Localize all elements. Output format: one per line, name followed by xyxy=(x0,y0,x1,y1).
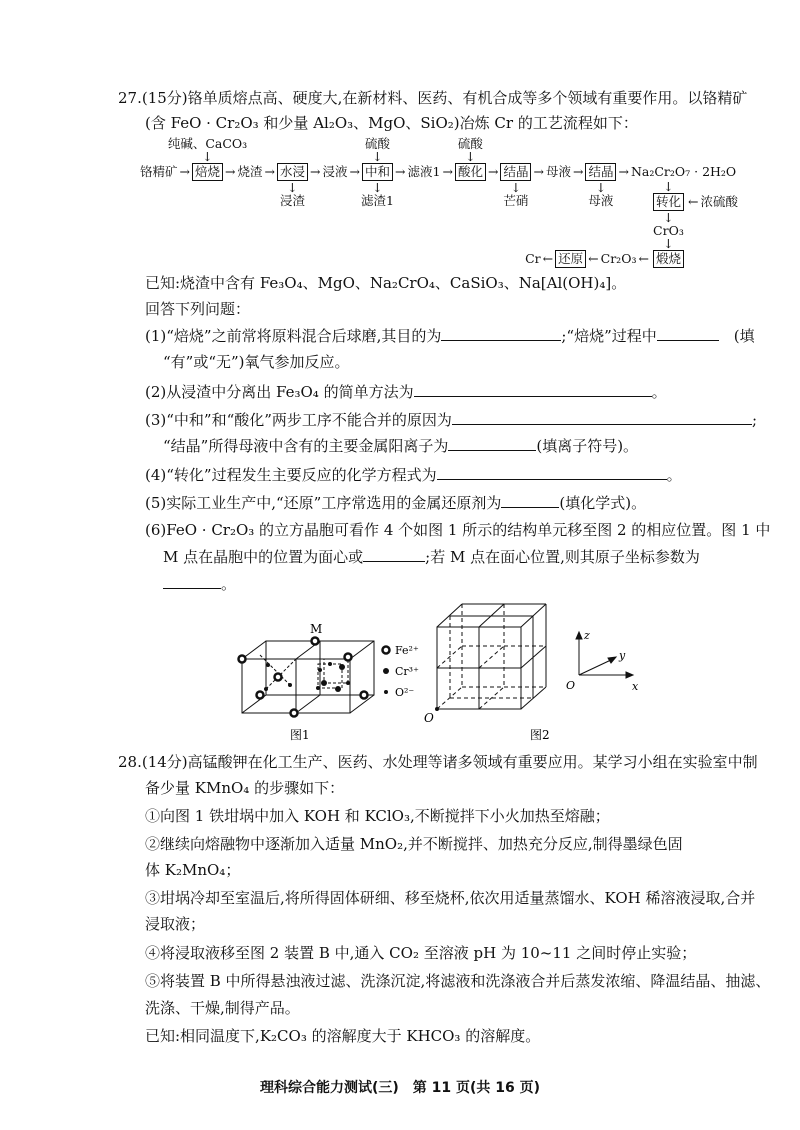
flow-product-mother-liquor: 母液 xyxy=(545,163,571,179)
q28-step4: ④将浸取液移至图 2 装置 B 中,通入 CO₂ 至溶液 pH 为 10~11 之间时停止实验； xyxy=(145,944,697,962)
answer-blank[interactable] xyxy=(448,436,536,451)
q27-sub1-line1 xyxy=(145,326,755,346)
arrow-right-icon: → xyxy=(310,163,321,179)
origin-point xyxy=(435,707,439,711)
flow-box-convert: 转化 xyxy=(653,193,684,211)
arrow-left-icon: ← xyxy=(638,250,649,266)
flow-input-group xyxy=(458,137,483,163)
arrow-right-icon: → xyxy=(572,163,584,179)
flow-box-reduce: 还原 xyxy=(555,250,586,268)
flow-main-row xyxy=(140,135,738,266)
q27-sub5 xyxy=(145,493,646,513)
q27-sub5-text-b: (填化学式)。 xyxy=(559,494,647,512)
figure2-origin-label: O xyxy=(424,711,434,725)
arrow-down-icon: ↓ xyxy=(663,235,674,251)
q27-sub1-text-c: (填 xyxy=(733,327,755,345)
flow-product-sodium-dichromate: Na₂Cr₂O₇ · 2H₂O xyxy=(630,163,737,179)
answer-blank[interactable] xyxy=(657,326,719,341)
q27-sub2 xyxy=(145,382,667,402)
q27-sub4-text: (4)“转化”过程发生主要反应的化学方程式为 xyxy=(145,466,437,484)
cr-legend-icon xyxy=(383,668,389,674)
arrow-left-icon: ← xyxy=(542,250,554,266)
q27-sub2-text: (2)从浸渣中分离出 Fe₃O₄ 的简单方法为 xyxy=(145,383,414,401)
figure2-cube xyxy=(437,604,546,709)
arrow-down-icon: ↓ xyxy=(287,179,298,195)
flow-box-roast: 焙烧 xyxy=(192,163,223,181)
q27-sub5-text: (5)实际工业生产中,“还原”工序常选用的金属还原剂为 xyxy=(145,494,502,512)
flow-step-crystallize-2 xyxy=(585,163,616,208)
figure1-unit-cell xyxy=(242,641,374,713)
flow-output-group xyxy=(361,181,394,207)
flow-box-water-leach: 水浸 xyxy=(277,163,308,181)
flow-input-sulfuric-acid: 硫酸 xyxy=(364,135,391,151)
q27-sub3-line2 xyxy=(163,436,638,456)
arrow-down-icon: ↓ xyxy=(510,179,522,195)
answer-blank[interactable] xyxy=(363,547,425,562)
arrow-right-icon: → xyxy=(442,163,453,179)
flow-input-conc-sulfuric-acid: 浓硫酸 xyxy=(700,193,738,209)
legend-cr: Cr³⁺ xyxy=(395,665,419,678)
arrow-right-icon: → xyxy=(395,163,406,179)
answer-blank[interactable] xyxy=(452,410,752,425)
figure2-caption: 图2 xyxy=(530,728,550,742)
q27-sub6-text-c: ;若 M 点在面心位置,则其原子坐标参数为 xyxy=(425,548,700,566)
flow-box-calcine: 煅烧 xyxy=(653,250,684,268)
flow-product-cr2o3: Cr₂O₃ xyxy=(600,250,637,266)
flow-product-leachate: 浸液 xyxy=(322,163,348,179)
flow-box-neutralize: 中和 xyxy=(362,163,393,181)
flow-input-group xyxy=(684,193,738,211)
q28-step3-line1: ③坩埚冷却至室温后,将所得固体研细、移至烧杯,依次用适量蒸馏水、KOH 稀溶液浸取,合并 xyxy=(145,889,756,907)
arrow-right-icon: → xyxy=(179,163,190,179)
flow-output-leach-residue: 浸渣 xyxy=(279,192,306,208)
fe-legend-icon xyxy=(383,647,390,654)
arrow-right-icon: → xyxy=(618,163,629,179)
flow-product-slag: 烧渣 xyxy=(237,163,263,179)
flow-product-cro3: CrO₃ xyxy=(653,222,684,238)
flow-step-convert xyxy=(653,193,738,211)
answer-blank[interactable] xyxy=(414,382,652,397)
axis-y-label: y xyxy=(619,649,626,662)
q27-line2: (含 FeO · Cr₂O₃ 和少量 Al₂O₃、MgO、SiO₂)冶炼 Cr 的工艺流程如下： xyxy=(145,114,638,132)
q27-sub3-text-c: (填离子符号)。 xyxy=(536,437,639,455)
q28-step3-line2: 浸取液； xyxy=(145,915,206,933)
q27-sub6-text-b: M 点在晶胞中的位置为面心或 xyxy=(163,548,364,566)
point-m-label: M xyxy=(310,622,323,636)
punct: 。 xyxy=(651,383,667,401)
flow-input-soda-caco3: 纯碱、CaCO₃ xyxy=(167,135,248,151)
flow-input-sulfuric-acid-2: 硫酸 xyxy=(457,135,483,151)
q27-line1: 27.(15分)铬单质熔点高、硬度大,在新材料、医药、有机合成等多个领域有重要作用。以铬精矿 xyxy=(118,89,748,107)
q28-known: 已知:相同温度下,K₂CO₃ 的溶解度大于 KHCO₃ 的溶解度。 xyxy=(145,1027,541,1045)
q28-step1: ①向图 1 铁坩埚中加入 KOH 和 KClO₃,不断搅拌下小火加热至熔融； xyxy=(145,807,610,825)
flow-step-acidify xyxy=(455,135,486,181)
q27-sub6-line3 xyxy=(163,574,236,594)
arrow-down-icon: ↓ xyxy=(663,209,674,225)
punct: ; xyxy=(751,411,757,429)
flow-output-residue1: 滤渣1 xyxy=(361,192,394,208)
answer-blank[interactable] xyxy=(441,326,561,341)
arrow-right-icon: → xyxy=(487,163,499,179)
legend-fe: Fe²⁺ xyxy=(395,644,419,657)
arrow-down-icon: ↓ xyxy=(202,148,213,164)
flow-product-filtrate1: 滤液1 xyxy=(407,163,441,179)
axis-z-label: z xyxy=(584,629,590,642)
flow-output-group xyxy=(280,181,305,207)
q28-step2-line2: 体 K₂MnO₄； xyxy=(145,861,241,879)
crystal-figures xyxy=(230,597,670,747)
arrow-down-icon: ↓ xyxy=(663,178,674,194)
flow-output-group xyxy=(503,181,528,207)
flow-step-calcine xyxy=(525,250,684,268)
arrow-right-icon: → xyxy=(264,163,275,179)
o-legend-icon xyxy=(384,690,388,694)
answer-blank[interactable] xyxy=(163,574,221,589)
flow-box-crystallize-2: 结晶 xyxy=(585,163,616,181)
flow-input-group xyxy=(365,137,390,163)
flow-step-roast xyxy=(167,135,248,181)
flow-input-group xyxy=(168,137,247,163)
flow-step-neutralize xyxy=(361,135,394,208)
arrow-right-icon: → xyxy=(349,163,360,179)
q27-sub3-text: (3)“中和”和“酸化”两步工序不能合并的原因为 xyxy=(145,411,452,429)
flow-step-water-leach xyxy=(277,163,308,208)
flow-output-glauber-salt: 芒硝 xyxy=(503,192,529,208)
legend-o: O²⁻ xyxy=(395,686,415,699)
q27-sub1-text-b: ;“焙烧”过程中 xyxy=(561,327,657,345)
answer-blank[interactable] xyxy=(437,465,667,480)
q27-sub1-text-a: (1)“焙烧”之前常将原料混合后球磨,其目的为 xyxy=(145,327,442,345)
q27-sub6-line1: (6)FeO · Cr₂O₃ 的立方晶胞可看作 4 个如图 1 所示的结构单元移至图 2 的相应位置。图 1 中 xyxy=(145,521,771,539)
arrow-right-icon: → xyxy=(225,163,236,179)
q27-sub1-line2: “有”或“无”)氧气参加反应。 xyxy=(163,353,350,371)
arrow-down-icon: ↓ xyxy=(465,148,476,164)
flow-start: 铬精矿 xyxy=(140,163,178,179)
axis-x-label: x xyxy=(632,680,639,693)
q27-sub3-text-b: “结晶”所得母液中含有的主要金属阳离子为 xyxy=(163,437,449,455)
q27-sub3-line1 xyxy=(145,410,757,430)
flow-output-group xyxy=(588,181,613,207)
q28-line2: 备少量 KMnO₄ 的步骤如下： xyxy=(145,779,345,797)
flow-end-cr: Cr xyxy=(525,250,541,266)
arrow-left-icon: ← xyxy=(588,250,599,266)
page-footer: 理科综合能力测试(三) 第 11 页(共 16 页) xyxy=(259,1080,541,1096)
arrow-right-icon: → xyxy=(533,163,544,179)
arrow-down-icon: ↓ xyxy=(372,179,383,195)
flow-output-mother-liquor: 母液 xyxy=(588,192,614,208)
arrow-down-icon: ↓ xyxy=(372,148,383,164)
answer-blank[interactable] xyxy=(501,493,559,508)
process-flowchart xyxy=(140,135,738,266)
figure1-caption: 图1 xyxy=(290,728,310,742)
axis-origin-label: O xyxy=(566,679,576,692)
q27-sub4 xyxy=(145,465,682,485)
flow-reduction-row xyxy=(525,250,653,268)
punct: 。 xyxy=(221,575,237,593)
q28-line1: 28.(14分)高锰酸钾在化工生产、医药、水处理等诸多领域有重要应用。某学习小组在实验室中制 xyxy=(118,753,758,771)
q27-sub6-line2 xyxy=(163,547,700,567)
punct: 。 xyxy=(666,466,682,484)
arrow-down-icon: ↓ xyxy=(595,179,607,195)
q28-step5-line2: 洗涤、干燥,制得产品。 xyxy=(145,999,300,1017)
q27-answer-prompt: 回答下列问题： xyxy=(145,300,251,318)
q28-step2-line1: ②继续向熔融物中逐渐加入适量 MnO₂,并不断搅拌、加热充分反应,制得墨绿色固 xyxy=(145,835,683,853)
flow-box-crystallize-1: 结晶 xyxy=(500,163,531,181)
q28-step5-line1: ⑤将装置 B 中所得悬浊液过滤、洗涤沉淀,将滤液和洗涤液合并后蒸发浓缩、降温结晶、抽滤、 xyxy=(145,972,771,990)
flow-box-acidify: 酸化 xyxy=(455,163,486,181)
q27-known: 已知:烧渣中含有 Fe₃O₄、MgO、Na₂CrO₄、CaSiO₃、Na[Al(OH)₄]。 xyxy=(145,274,627,292)
flow-step-crystallize-1 xyxy=(500,163,531,208)
arrow-left-icon: ← xyxy=(687,193,699,209)
